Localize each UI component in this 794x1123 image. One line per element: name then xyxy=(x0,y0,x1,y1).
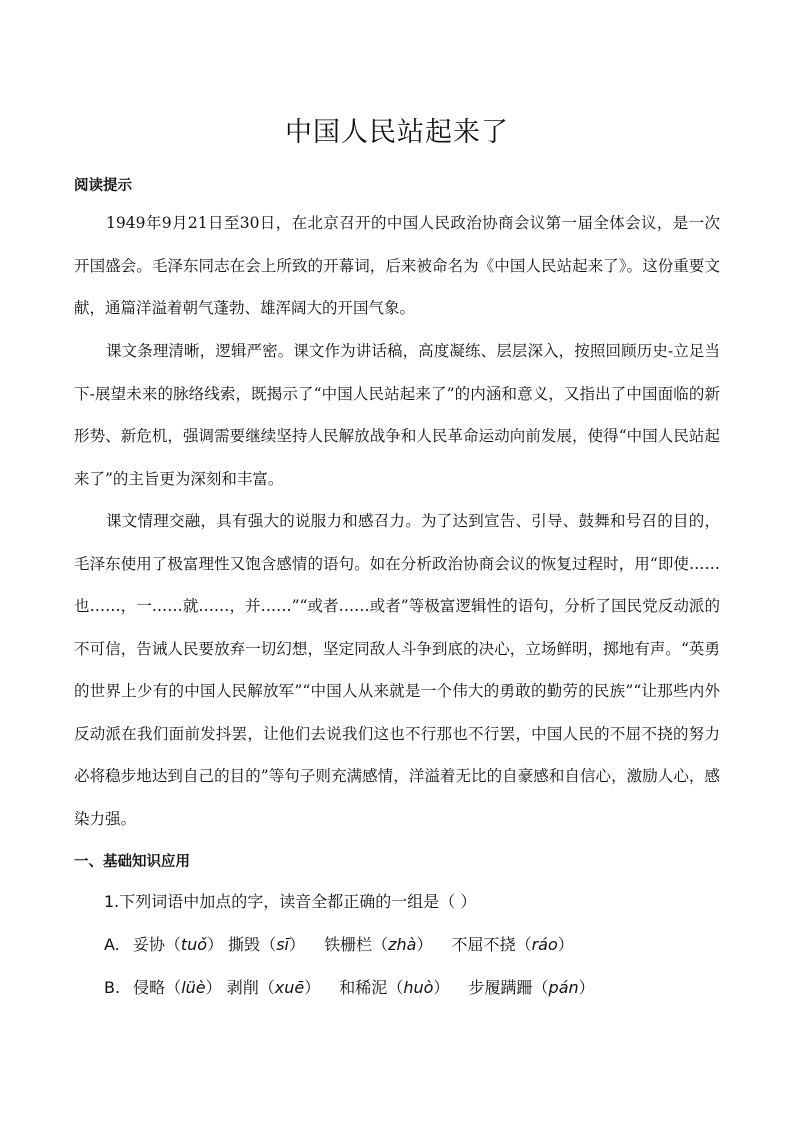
option-pinyin: zhà xyxy=(388,935,417,954)
option-word: 铁栅栏 xyxy=(324,935,373,954)
option-word: 和稀泥 xyxy=(339,978,388,997)
option-label: B. xyxy=(104,978,121,997)
option-word: 步履蹒跚 xyxy=(468,978,533,997)
page-title: 中国人民站起来了 xyxy=(285,117,509,148)
reading-tip-paragraph-3: 课文情理交融，具有强大的说服力和感召力。为了达到宣告、引导、鼓舞和号召的目的，毛泽东使用了极富理性又饱含感情的语句。如在分析政治协商会议的恢复过程时，用“即使……也……，一……就……，并……”“或者……或者”等极富逻辑性的语句，分析了国民党反动派的不可信，告诫人民要放弃一切幻想，坚定同敌人斗争到底的决心，立场鲜明，掷地有声。“英勇的世界上少有的中国人民解放军”“中国人从来就是一个伟大的勇敢的勤劳的民族”“让那些内外反动派在我们面前发抖罢，让他们去说我们这也不行那也不行罢，中国人民的不屈不挠的努力必将稳步地达到自己的目的”等句子则充满感情，洋溢着无比的自豪感和自信心，激励人心，感染力强。 xyxy=(74,512,720,828)
option-a: A. 妥协（tuǒ） 撕毁（sī） 铁栅栏（zhà） 不屈不挠（ráo） xyxy=(104,935,574,954)
section-heading: 一、基础知识应用 xyxy=(74,854,190,870)
reading-tip-paragraph-2: 课文条理清晰，逻辑严密。课文作为讲话稿，高度凝练、层层深入，按照回顾历史-立足当下-展望未来的脉络线索，既揭示了“中国人民站起来了”的内涵和意义，又指出了中国面临的新形势、新危机，强调需要继续坚持人民解放战争和人民革命运动向前发展，使得“中国人民站起来了”的主旨更为深刻和丰富。 xyxy=(74,342,720,488)
option-pinyin: lüè xyxy=(181,978,206,997)
option-b: B. 侵略（lüè） 剥削（xuē） 和稀泥（huò） 步履蹒跚（pán） xyxy=(104,978,595,997)
option-word: 剥削 xyxy=(226,978,259,997)
option-pinyin: huò xyxy=(403,978,434,997)
option-word: 不屈不挠 xyxy=(451,935,516,954)
question-1: 1.下列词语中加点的字，读音全都正确的一组是（ ） xyxy=(104,892,477,911)
option-pinyin: sī xyxy=(276,935,289,954)
option-pinyin: ráo xyxy=(531,935,558,954)
option-label: A. xyxy=(104,935,120,954)
reading-tip-heading: 阅读提示 xyxy=(74,178,132,194)
option-word: 撕毁 xyxy=(228,935,261,954)
option-word: 妥协 xyxy=(132,935,165,954)
reading-tip-paragraph-1: 1949年9月21日至30日，在北京召开的中国人民政治协商会议第一届全体会议，是一次开国盛会。毛泽东同志在会上所致的开幕词，后来被命名为《中国人民站起来了》。这份重要文献，通篇洋溢着朝气蓬勃、雄浑阔大的开国气象。 xyxy=(74,214,720,317)
option-pinyin: tuǒ xyxy=(180,935,208,954)
option-word: 侵略 xyxy=(133,978,166,997)
option-pinyin: xuē xyxy=(274,978,305,997)
option-pinyin: pán xyxy=(548,978,579,997)
